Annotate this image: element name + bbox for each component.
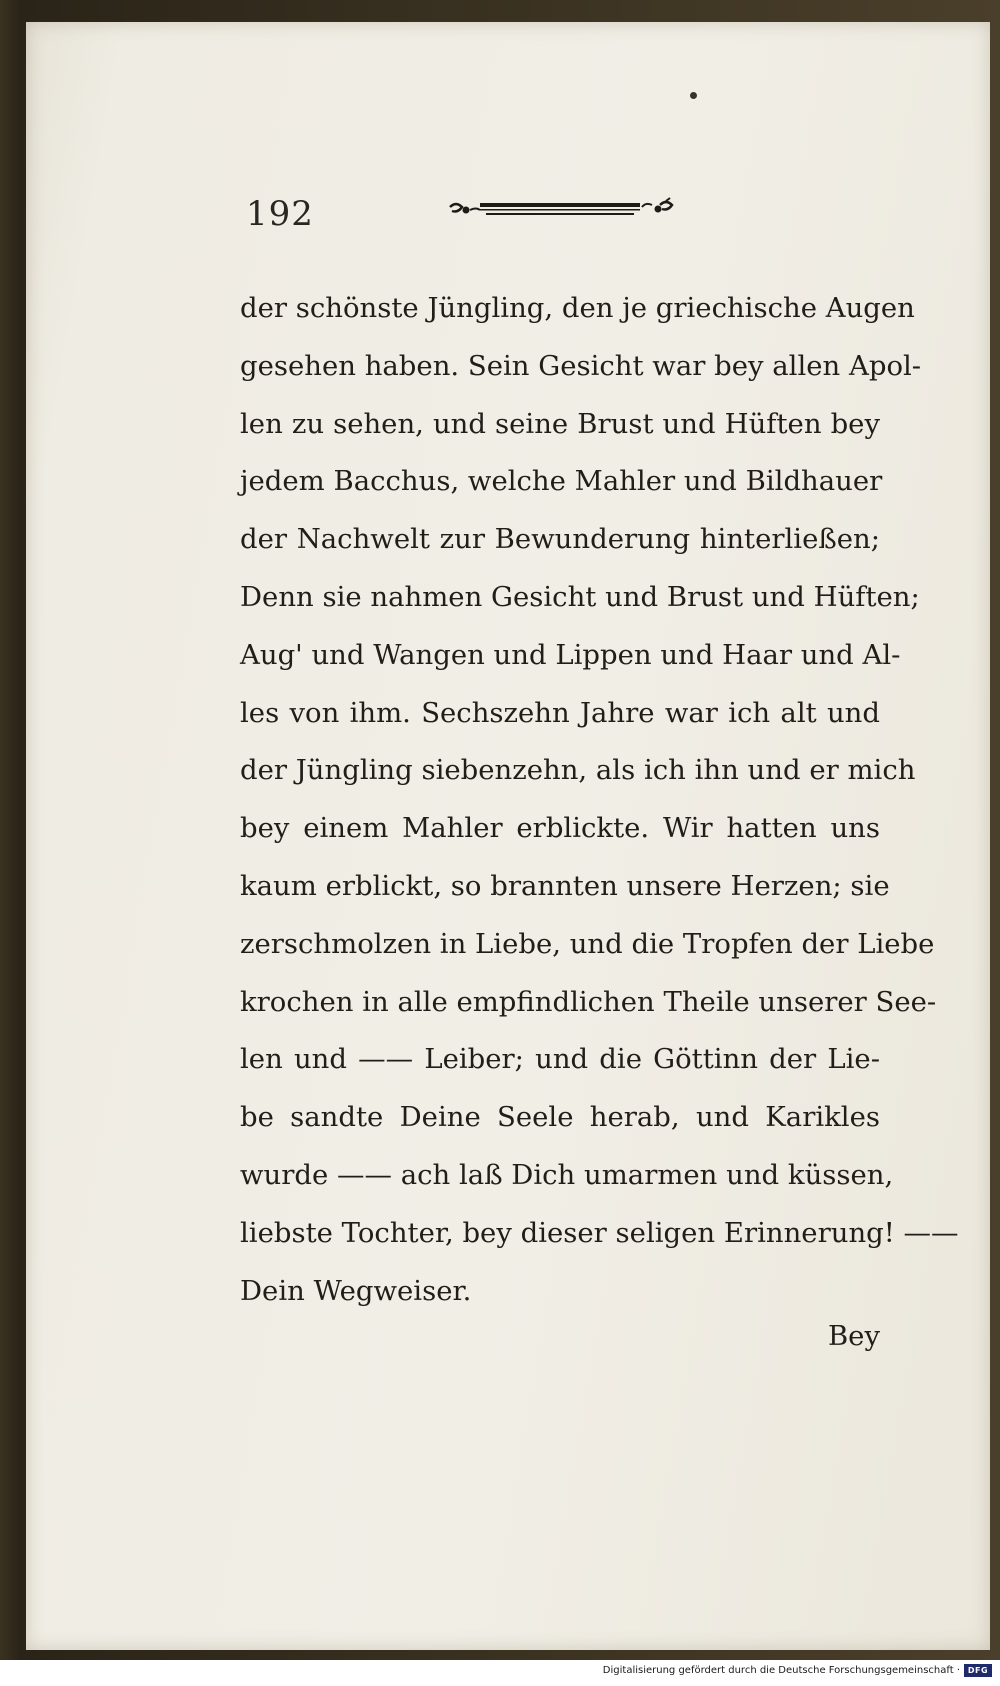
text-line: les von ihm. Sechszehn Jahre war ich alt und <box>240 696 880 729</box>
text-line: jedem Bacchus, welche Mahler und Bildhauer <box>240 465 883 498</box>
text-line: zerschmolzen in Liebe, und die Tropfen der Liebe <box>240 927 935 960</box>
text-line-signature: Dein Wegweiser. <box>240 1274 472 1307</box>
text-line: der Jüngling siebenzehn, als ich ihn und er mich <box>240 754 916 787</box>
dfg-logo-icon: DFG <box>964 1664 992 1677</box>
text-line: Denn sie nahmen Gesicht und Brust und Hüften; <box>240 580 920 613</box>
text-line: len zu sehen, und seine Brust und Hüften bey <box>240 407 880 440</box>
text-line: Aug' und Wangen und Lippen und Haar und Al- <box>240 638 901 671</box>
text-line: der schönste Jüngling, den je griechische Augen <box>240 292 915 324</box>
ink-spot <box>690 92 697 99</box>
digitization-credit: Digitalisierung gefördert durch die Deutsche Forschungsgemeinschaft · <box>602 1665 960 1676</box>
text-line: wurde —— ach laß Dich umarmen und küssen, <box>240 1158 894 1191</box>
text-line: krochen in alle empfindlichen Theile unserer See- <box>240 985 937 1018</box>
body-text <box>240 280 959 1320</box>
header-ornament-icon <box>446 197 682 233</box>
text-line: kaum erblickt, so brannten unsere Herzen; sie <box>240 869 890 902</box>
text-line: bey einem Mahler erblickte. Wir hatten uns <box>240 812 880 845</box>
page-number: 192 <box>246 194 314 234</box>
text-line: be sandte Deine Seele herab, und Karikles <box>240 1101 880 1134</box>
text-line: gesehen haben. Sein Gesicht war bey allen Apol- <box>240 349 922 382</box>
text-line: liebste Tochter, bey dieser seligen Erinnerung! —— <box>240 1216 959 1249</box>
text-line: len und —— Leiber; und die Göttinn der Lie- <box>240 1043 880 1076</box>
text-line: der Nachwelt zur Bewunderung hinterließen; <box>240 523 880 556</box>
catchword: Bey <box>827 1320 880 1352</box>
